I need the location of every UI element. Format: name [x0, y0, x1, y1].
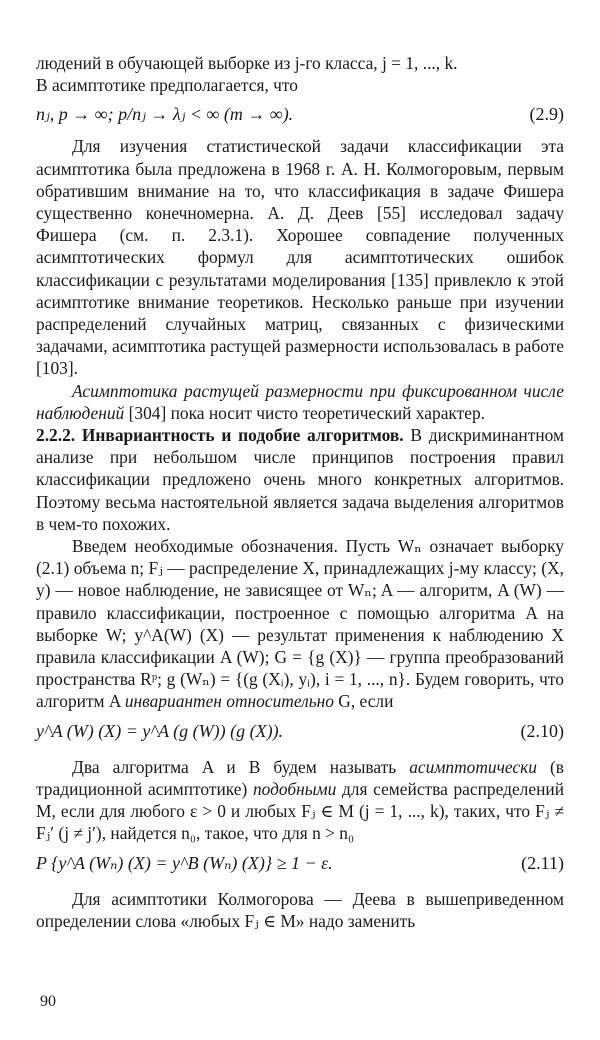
paragraph-3-text: Введем необходимые обозначения. Пусть Wₙ означает выборку (2.1) объема n; Fⱼ — распределение X, принадлежащих j-му классу; (X, y) — новое наблюдение, не зависящее от Wₙ; A — алгоритм, A (W) — правило классификации, построенное с помощью алгоритма A на выборке W; y^A(W) (X) — результат применения к наблюдению X правила классификации A (W); G = {g (X)} — группа преобразований пространства Rᵖ; g (Wₙ) = {(g (Xᵢ), yᵢ), i = 1, ..., n}. Будем говорить, что алгоритм A — [36, 536, 564, 712]
equation-2-9-formula: nⱼ, p → ∞; p/nⱼ → λⱼ < ∞ (m → ∞). — [36, 104, 294, 125]
paragraph-4-italic-1: асимптотически — [409, 756, 537, 777]
paragraph-4-text-3: для семейства распределений M, если для любого ε > 0 и любых Fⱼ ∈ M (j = 1, ..., k), таких, что Fⱼ ≠ Fⱼ′ (j ≠ j′), найдется n₀, такое, что для n > n₀ — [36, 778, 564, 844]
paragraph-3 — [36, 535, 564, 713]
equation-2-10 — [36, 721, 564, 742]
paragraph-4-text-2: (в традиционной асимптотике) — [36, 756, 564, 799]
equation-2-11 — [36, 853, 564, 874]
equation-2-10-number: (2.10) — [520, 720, 564, 741]
section-2-2-2 — [36, 424, 564, 535]
paragraph-2-rest: [304] пока носит чисто теоретический характер. — [124, 402, 485, 423]
intro-line-2: В асимптотике предполагается, что — [36, 75, 298, 96]
section-heading: 2.2.2. Инвариантность и подобие алгоритмов. — [36, 425, 404, 446]
page-number: 90 — [40, 993, 56, 1010]
equation-2-9-number: (2.9) — [529, 104, 564, 125]
equation-2-11-number: (2.11) — [521, 852, 564, 873]
equation-2-9 — [36, 104, 564, 125]
section-text: В дискриминантном анализе при небольшом числе принципов построения правил классификации предложено очень много конкретных алгоритмов. Поэтому весьма настоятельной является задача выделения алгоритмов в чем-то похожих. — [36, 425, 564, 534]
paragraph-2-italic: Асимптотика растущей размерности при фиксированном числе наблюдений — [36, 380, 564, 423]
paragraph-2 — [36, 380, 564, 424]
equation-2-11-formula: P {y^A (Wₙ) (X) = y^B (Wₙ) (X)} ≥ 1 − ε. — [36, 852, 333, 873]
paragraph-3-italic: инвариантен относительно — [124, 691, 334, 712]
paragraph-4-text-1: Два алгоритма A и B будем называть — [72, 756, 410, 777]
paragraph-1: Для изучения статистической задачи классификации эта асимптотика была предложена в 1968 г. А. Н. Колмогоровым, первым обратившим внимание на то, что классификация в задаче Фишера существенно конечномерна. А. Д. Деев [55] исследовал задачу Фишера (см. п. 2.3.1). Хорошее совпадение полученных асимптотических формул для асимптотических ошибок классификации с результатами моделирования [135] привлекло к этой асимптотике внимание теоретиков. Несколько раньше при изучении распределений случайных матриц, связанных с физическими задачами, асимптотика растущей размерности использовалась в работе [103]. — [36, 136, 564, 379]
intro-line-1: людений в обучающей выборке из j-го класса, j = 1, ..., k. — [36, 53, 458, 73]
page-body — [36, 52, 564, 932]
paragraph-4 — [36, 756, 564, 845]
paragraph-5: Для асимптотики Колмогорова — Деева в вышеприведенном определении слова «любых Fⱼ ∈ M» надо заменить — [36, 888, 564, 931]
paragraph-3-tail: G, если — [333, 691, 394, 712]
paragraph-4-italic-2: подобными — [252, 778, 337, 799]
equation-2-10-formula: y^A (W) (X) = y^A (g (W)) (g (X)). — [36, 720, 284, 741]
